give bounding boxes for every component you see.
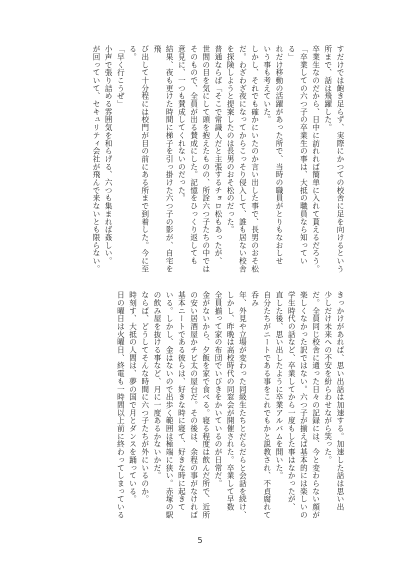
upper-text-block: すだけでは飽き足らず、実際にかつての校舎に足を向けるという 所まで、話は飛躍した。 卒業生なのだから、日中に訪れれば簡単に入れて貰えるだろう。 「卒業しての六つ子の卒業生の事は、大抵の職員なら知っている」 れだけ移動の活躍があった所で、当時の職員がとりもなおしせ いう事も考えていた。 しかし、それでも確かにいたのか言い出した事で、長男のおそ松 だ。わざわざ夜になってからこっそり侵入して、誰も居ない校舎 を探険しようと提案したのは長男のおそ松のだった。 普通ならば「そこで常識人だと主張するチョロ松もあったが、 世間の目を気にして頭を抱えたものの、所詮六つ子たちの中では そのもので、全員が出る賛成にした。記憶をひっくり返しても 意見に、一つも賛成してくれないのだった。 結果、夜も更けた時間に梯子を引っ掛けた六つ子の影が、自宅を飛 び出して十分程には校門が目の前にある所まで到着した。今に至る。 「早く行こうぜ」 小声で張り詰める雰囲気を和らげる、六つも集まれば姦しい。 が回っていて、セキュリティ会社が飛んで来ないとも限らない。: [91, 45, 345, 273]
page-number: 5: [197, 536, 203, 545]
lower-text-block: きっかけがあれば、思い出話は加速する。加速した話は思い出 少しだけ未来への不安を紛らわせながら笑った。 だ。全員同じ校舎に通った日々の記録には、今と変わらない顔が 楽しくなかった訳ではない。六つ子が揃えば基本的には楽しいの 学生時代の話など、卒業してから一度もした事はなかったが、 直した後、思い出したように卒業アルバムを開いた。 自分たちがニートである事をこれでもかと説教され、不貞腐れて呑み 年、外見や立場が変わった同級生たちとだらだらと会話を続け、 しかし、昨晩は高校時代の同窓会が開催された。卒業して早数 全員揃って家の布団でいびきをかいているのが日常だ。 金がないから、夕飯を家で食べる。寝る程度は飲んだ所で、近所 の安い居酒屋かチビ太の屋台だ。その後は、余程の事がなければ 基本ニートである彼らは、好きな時に寝て、好きな時に起きて いる。しかし、金はないので出歩く範囲は極端に狭い。赤塚の駅 の飲み屋を抜ける事など、月に一度あるかないかだ。 ならば、どうしてそんな時間に六つ子たちが外にいるのか。 時刻す、大抵の人間は、夢の国で月とダンスを踊っている。 日の曜日は火曜日、終電も一時間以上前に終わってしまっている: [116, 291, 345, 519]
